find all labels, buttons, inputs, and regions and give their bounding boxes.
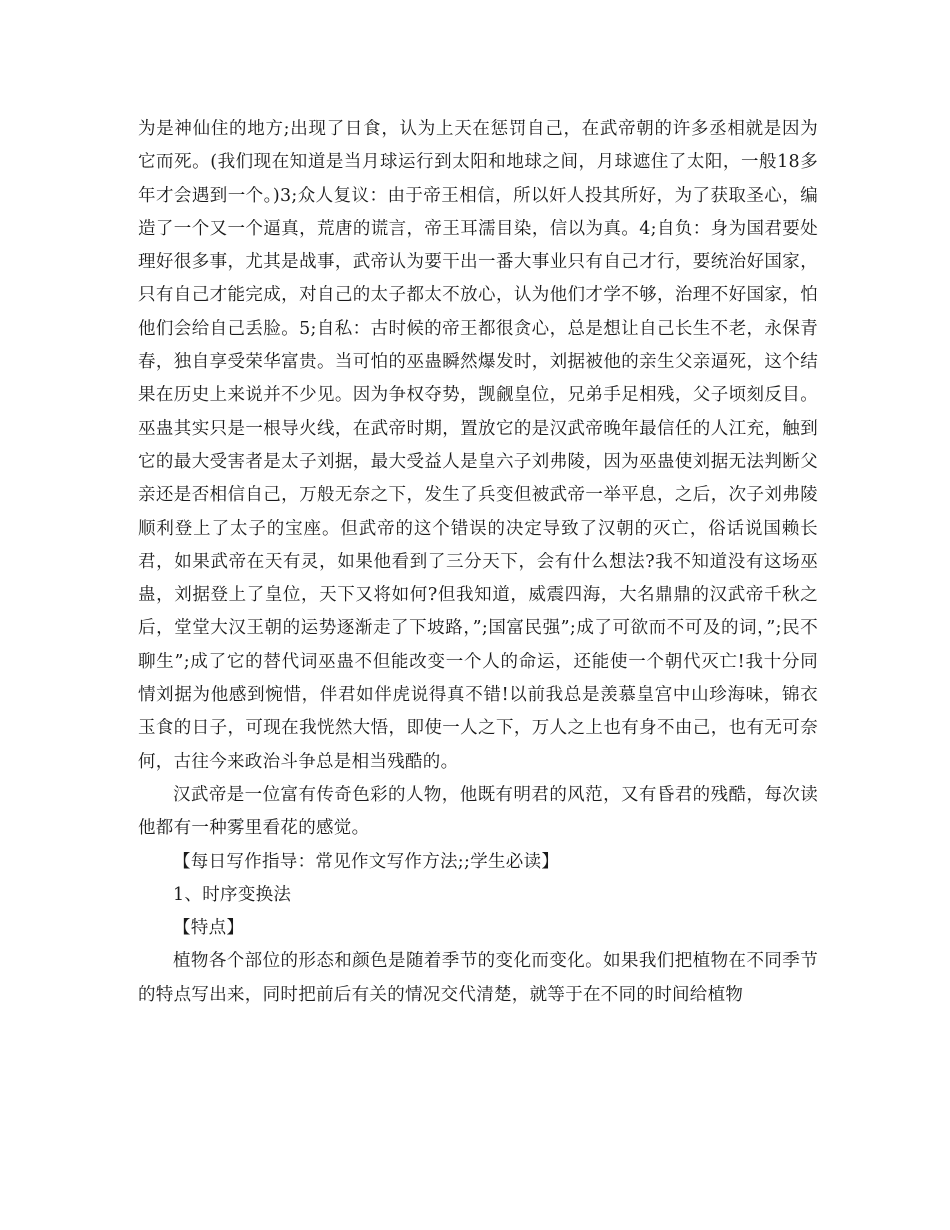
paragraph-continuation: 为是神仙住的地方;出现了日食，认为上天在惩罚自己，在武帝朝的许多丞相就是因为它而死。(我们现在知道是当月球运行到太阳和地球之间，月球遮住了太阳，一般18多年才会遇到一个。)3;众人复议：由于帝王相信，所以奸人投其所好，为了获取圣心，编造了一个又一个逼真，荒唐的谎言，帝王耳濡目染，信以为真。4;自负：身为国君要处理好很多事，尤其是战事，武帝认为要干出一番大事业只有自己才行，要统治好国家，只有自己才能完成，对自己的太子都太不放心，认为他们才学不够，治理不好国家，怕他们会给自己丢脸。5;自私：古时候的帝王都很贪心，总是想让自己长生不老，永保青春，独自享受荣华富贵。当可怕的巫蛊瞬然爆发时，刘据被他的亲生父亲逼死，这个结果在历史上来说并不少见。因为争权夺势，觊觎皇位，兄弟手足相残，父子顷刻反目。巫蛊其实只是一根导火线，在武帝时期，置放它的是汉武帝晚年最信任的人江充，触到它的最大受害者是太子刘据，最大受益人是皇六子刘弗陵，因为巫蛊使刘据无法判断父亲还是否相信自己，万般无奈之下，发生了兵变但被武帝一举平息，之后，次子刘弗陵顺利登上了太子的宝座。但武帝的这个错误的决定导致了汉朝的灭亡，俗话说国赖长君，如果武帝在天有灵，如果他看到了三分天下，会有什么想法?我不知道没有这场巫蛊，刘据登上了皇位，天下又将如何?但我知道，威震四海，大名鼎鼎的汉武帝千秋之后，堂堂大汉王朝的运势逐渐走了下坡路，”;国富民强”;成了可欲而不可及的词，”;民不聊生”;成了它的替代词巫蛊不但能改变一个人的命运，还能使一个朝代灭亡!我十分同情刘据为他感到惋惜，伴君如伴虎说得真不错!以前我总是羡慕皇宫中山珍海味，锦衣玉食的日子，可现在我恍然大悟，即使一人之下，万人之上也有身不由己，也有无可奈何，古往今来政治斗争总是相当残酷的。 <box>138 119 818 772</box>
paragraph-summary: 汉武帝是一位富有传奇色彩的人物，他既有明君的风范，又有昏君的残酷，每次读他都有一种雾里看花的感觉。 <box>138 784 818 839</box>
paragraph-features: 植物各个部位的形态和颜色是随着季节的变化而变化。如果我们把植物在不同季节的特点写出来，同时把前后有关的情况交代清楚，就等于在不同的时间给植物 <box>138 951 818 1005</box>
document-body <box>138 113 818 1012</box>
features-heading: 【特点】 <box>173 918 245 939</box>
method-heading: 1、时序变换法 <box>173 884 292 905</box>
section-heading-writing-guide: 【每日写作指导：常见作文写作方法;;学生必读】 <box>173 851 560 872</box>
